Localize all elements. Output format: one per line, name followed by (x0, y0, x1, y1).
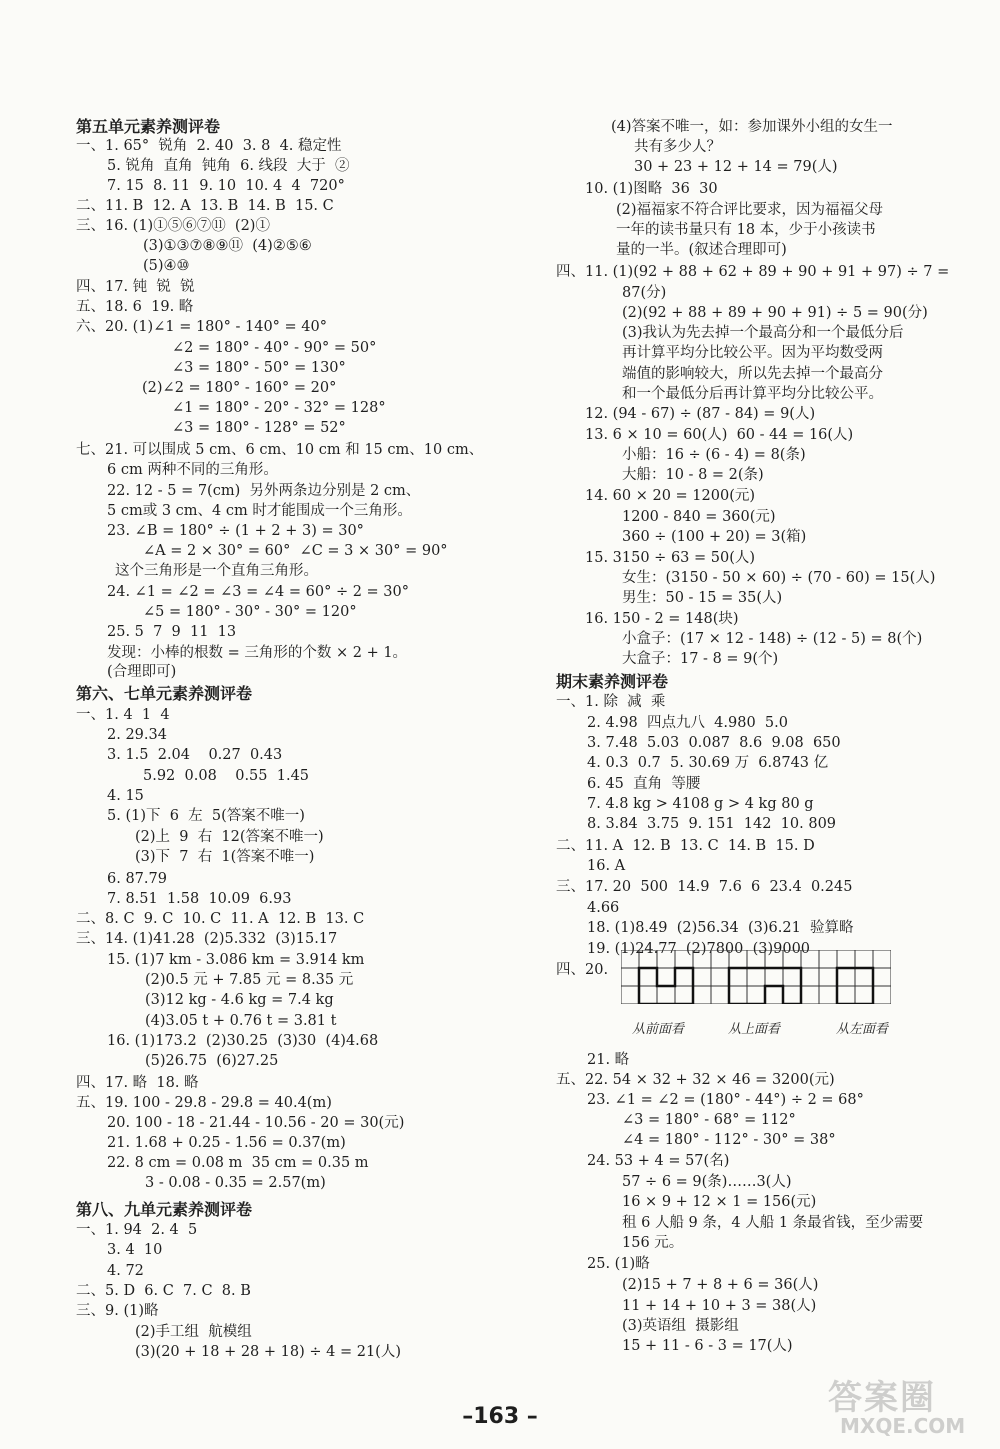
answer-line: 16 × 9 + 12 × 1 = 156(元) (622, 1194, 817, 1210)
answer-line: 四、17. 略 18. 略 (76, 1075, 199, 1091)
answer-line: ∠5 = 180° - 30° - 30° = 120° (143, 604, 357, 620)
answer-line: 30 + 23 + 12 + 14 = 79(人) (634, 159, 838, 175)
answer-line: ∠A = 2 × 30° = 60° ∠C = 3 × 30° = 90° (143, 543, 448, 559)
answer-line: 16. A (587, 858, 626, 874)
answer-line: 4. 72 (107, 1263, 144, 1279)
view-grid-figure (621, 950, 891, 1004)
answer-line: 发现：小棒的根数 = 三角形的个数 × 2 + 1。 (107, 645, 408, 661)
answer-line: 6. 45 直角 等腰 (587, 776, 701, 792)
answer-line: 三、17. 20 500 14.9 7.6 6 23.4 0.245 (556, 879, 853, 895)
answer-line: 3. 7.48 5.03 0.087 8.6 9.08 650 (587, 735, 841, 751)
answer-line: 5 cm或 3 cm、4 cm 时才能围成一个三角形。 (107, 503, 412, 519)
answer-line: 三、14. (1)41.28 (2)5.332 (3)15.17 (76, 931, 338, 947)
answer-line: (合理即可) (107, 664, 177, 680)
answer-line: 7. 4.8 kg > 4108 g > 4 kg 80 g (587, 796, 814, 812)
answer-line: 13. 6 × 10 = 60(人) 60 - 44 = 16(人) (585, 427, 854, 443)
answer-line: 7. 8.51 1.58 10.09 6.93 (107, 891, 292, 907)
answer-line: 22. 8 cm = 0.08 m 35 cm = 0.35 m (107, 1155, 369, 1171)
answer-line: 五、22. 54 × 32 + 32 × 46 = 3200(元) (556, 1072, 835, 1088)
answer-line: 6 cm 两种不同的三角形。 (107, 462, 278, 478)
answer-line: ∠3 = 180° - 128° = 52° (172, 420, 346, 436)
answer-line: 23. ∠1 = ∠2 = (180° - 44°) ÷ 2 = 68° (587, 1092, 864, 1108)
answer-line: 3 - 0.08 - 0.35 = 2.57(m) (145, 1175, 326, 1191)
section-heading: 第五单元素养测评卷 (76, 117, 221, 136)
answer-line: 23. ∠B = 180° ÷ (1 + 2 + 3) = 30° (107, 523, 364, 539)
answer-line: (2)上 9 右 12(答案不唯一) (135, 829, 324, 845)
answer-line: (3)(20 + 18 + 28 + 18) ÷ 4 = 21(人) (135, 1344, 401, 1360)
answer-line: 156 元。 (622, 1235, 684, 1251)
answer-line: 19. (1)24.77 (2)7800 (3)9000 (587, 941, 811, 957)
answer-line: 11 + 14 + 10 + 3 = 38(人) (622, 1298, 817, 1314)
answer-line: (5)26.75 (6)27.25 (145, 1053, 279, 1069)
answer-line: (2)∠2 = 180° - 160° = 20° (142, 380, 337, 396)
answer-line: 15. (1)7 km - 3.086 km = 3.914 km (107, 952, 365, 968)
answer-line: (5)④⑩ (143, 258, 190, 274)
answer-line: ∠3 = 180° - 68° = 112° (622, 1112, 796, 1128)
answer-line: 18. (1)8.49 (2)56.34 (3)6.21 验算略 (587, 920, 854, 936)
answer-line: (4)3.05 t + 0.76 t = 3.81 t (145, 1013, 337, 1029)
watermark-text: 答案圈 (828, 1378, 936, 1418)
answer-line: 四、11. (1)(92 + 88 + 62 + 89 + 90 + 91 + 97) ÷ 7 = (556, 264, 950, 280)
answer-line: 16. (1)173.2 (2)30.25 (3)30 (4)4.68 (107, 1033, 379, 1049)
caption-front-view: 从前面看 (632, 1022, 685, 1037)
answer-line: 这个三角形是一个直角三角形。 (115, 563, 318, 579)
answer-line: 二、8. C 9. C 10. C 11. A 12. B 13. C (76, 911, 365, 927)
answer-line: 16. 150 - 2 = 148(块) (585, 611, 739, 627)
answer-line: 10. (1)图略 36 30 (585, 181, 718, 197)
answer-line: 端值的影响较大，所以先去掉一个最高分 (622, 366, 883, 382)
answer-line: 1200 - 840 = 360(元) (622, 509, 776, 525)
answer-line: 2. 4.98 四点九八 4.980 5.0 (587, 715, 788, 731)
section-heading: 第八、九单元素养测评卷 (76, 1200, 253, 1219)
answer-line: 4. 15 (107, 788, 144, 804)
answer-line: 14. 60 × 20 = 1200(元) (585, 488, 756, 504)
answer-line: ∠4 = 180° - 112° - 30° = 38° (622, 1132, 836, 1148)
answer-line: 二、11. B 12. A 13. B 14. B 15. C (76, 198, 334, 214)
answer-line: 小盒子：(17 × 12 - 148) ÷ (12 - 5) = 8(个) (622, 631, 923, 647)
answer-line: 男生：50 - 15 = 35(人) (622, 590, 783, 606)
answer-line: (2)手工组 航模组 (135, 1324, 252, 1340)
answer-line: 四、17. 钝 锐 锐 (76, 279, 195, 295)
answer-line: 5.92 0.08 0.55 1.45 (143, 768, 310, 784)
page-number: –163 – (462, 1404, 538, 1429)
answer-line: (3)英语组 摄影组 (622, 1318, 739, 1334)
answer-line: 女生：(3150 - 50 × 60) ÷ (70 - 60) = 15(人) (622, 570, 936, 586)
answer-line: (3)①③⑦⑧⑨⑪ (4)②⑤⑥ (143, 238, 312, 254)
answer-line: 12. (94 - 67) ÷ (87 - 84) = 9(人) (585, 406, 816, 422)
answer-line: 三、16. (1)①⑤⑥⑦⑪ (2)① (76, 218, 270, 234)
answer-line: 大盒子：17 - 8 = 9(个) (622, 651, 779, 667)
answer-line: 二、11. A 12. B 13. C 14. B 15. D (556, 838, 815, 854)
answer-line: 六、20. (1)∠1 = 180° - 140° = 40° (76, 319, 327, 335)
answer-line: 20. 100 - 18 - 21.44 - 10.56 - 20 = 30(元) (107, 1115, 405, 1131)
answer-line: 15. 3150 ÷ 63 = 50(人) (585, 550, 756, 566)
section-heading: 第六、七单元素养测评卷 (76, 684, 253, 703)
view-grid-svg (621, 950, 891, 1004)
answer-line: 量的一半。(叙述合理即可) (616, 242, 787, 258)
answer-line: 57 ÷ 6 = 9(条)……3(人) (622, 1174, 792, 1190)
answer-line: ∠2 = 180° - 40° - 90° = 50° (172, 340, 377, 356)
watermark-logo (822, 1370, 994, 1444)
answer-line: 22. 12 - 5 = 7(cm) 另外两条边分别是 2 cm、 (107, 483, 421, 499)
caption-top-view: 从上面看 (728, 1022, 781, 1037)
watermark-url: MXQE.COM (840, 1414, 966, 1438)
answer-line: 五、19. 100 - 29.8 - 29.8 = 40.4(m) (76, 1095, 332, 1111)
answer-line: 5. 锐角 直角 钝角 6. 线段 大于 ② (107, 158, 350, 174)
answer-line: 21. 略 (587, 1052, 630, 1068)
answer-line: 4.66 (587, 900, 620, 916)
answer-line: 二、5. D 6. C 7. C 8. B (76, 1283, 251, 1299)
answer-line: 七、21. 可以围成 5 cm、6 cm、10 cm 和 15 cm、10 cm、 (76, 442, 484, 458)
answer-line: 4. 0.3 0.7 5. 30.69 万 6.8743 亿 (587, 755, 829, 771)
answer-line: 五、18. 6 19. 略 (76, 299, 194, 315)
answer-line: 一、1. 94 2. 4 5 (76, 1222, 198, 1238)
answer-line: 6. 87.79 (107, 871, 167, 887)
answer-line: 25. 5 7 9 11 13 (107, 624, 237, 640)
answer-line: 大船：10 - 8 = 2(条) (622, 467, 764, 483)
answer-line: 24. 53 + 4 = 57(名) (587, 1153, 730, 1169)
answer-line: (4)答案不唯一，如：参加课外小组的女生一 (611, 119, 893, 135)
answer-line: 7. 15 8. 11 9. 10 10. 4 4 720° (107, 178, 345, 194)
answer-line: (2)(92 + 88 + 89 + 90 + 91) ÷ 5 = 90(分) (622, 305, 928, 321)
answer-line: 小船：16 ÷ (6 - 4) = 8(条) (622, 447, 806, 463)
answer-line: 2. 29.34 (107, 727, 167, 743)
answer-line: 再计算平均分比较公平。因为平均数受两 (622, 345, 883, 361)
answer-line: 共有多少人？ (634, 139, 721, 155)
answer-line: 5. (1)下 6 左 5(答案不唯一) (107, 808, 305, 824)
answer-line: 24. ∠1 = ∠2 = ∠3 = ∠4 = 60° ÷ 2 = 30° (107, 584, 410, 600)
answer-line: (2)15 + 7 + 8 + 6 = 36(人) (622, 1277, 819, 1293)
answer-line: 一年的读书量只有 18 本，少于小孩读书 (616, 222, 876, 238)
answer-line: (3)我认为先去掉一个最高分和一个最低分后 (622, 325, 904, 341)
answer-line: 一、1. 除 减 乘 (556, 694, 666, 710)
answer-line: 25. (1)略 (587, 1256, 650, 1272)
answer-line: 一、1. 4 1 4 (76, 707, 170, 723)
answer-line: 四、20. (556, 962, 609, 978)
answer-line: 15 + 11 - 6 - 3 = 17(人) (622, 1338, 793, 1354)
answer-line: 87(分) (622, 285, 667, 301)
answer-line: 3. 4 10 (107, 1242, 163, 1258)
answer-line: (3)下 7 右 1(答案不唯一) (135, 849, 315, 865)
answer-line: (2)福福家不符合评比要求，因为福福父母 (616, 202, 884, 218)
answer-line: 21. 1.68 + 0.25 - 1.56 = 0.37(m) (107, 1135, 346, 1151)
answer-line: 一、1. 65° 锐角 2. 40 3. 8 4. 稳定性 (76, 138, 342, 154)
answer-line: 8. 3.84 3.75 9. 151 142 10. 809 (587, 816, 837, 832)
answer-line: 3. 1.5 2.04 0.27 0.43 (107, 747, 283, 763)
caption-left-view: 从左面看 (836, 1022, 889, 1037)
answer-line: 租 6 人船 9 条，4 人船 1 条最省钱，至少需要 (622, 1215, 924, 1231)
section-heading: 期末素养测评卷 (556, 672, 669, 691)
answer-line: 三、9. (1)略 (76, 1303, 159, 1319)
answer-line: 360 ÷ (100 + 20) = 3(箱) (622, 529, 807, 545)
answer-line: (3)12 kg - 4.6 kg = 7.4 kg (145, 992, 334, 1008)
answer-line: ∠1 = 180° - 20° - 32° = 128° (172, 400, 386, 416)
answer-line: 和一个最低分后再计算平均分比较公平。 (622, 386, 883, 402)
answer-line: ∠3 = 180° - 50° = 130° (172, 360, 346, 376)
answer-line: (2)0.5 元 + 7.85 元 = 8.35 元 (145, 972, 354, 988)
